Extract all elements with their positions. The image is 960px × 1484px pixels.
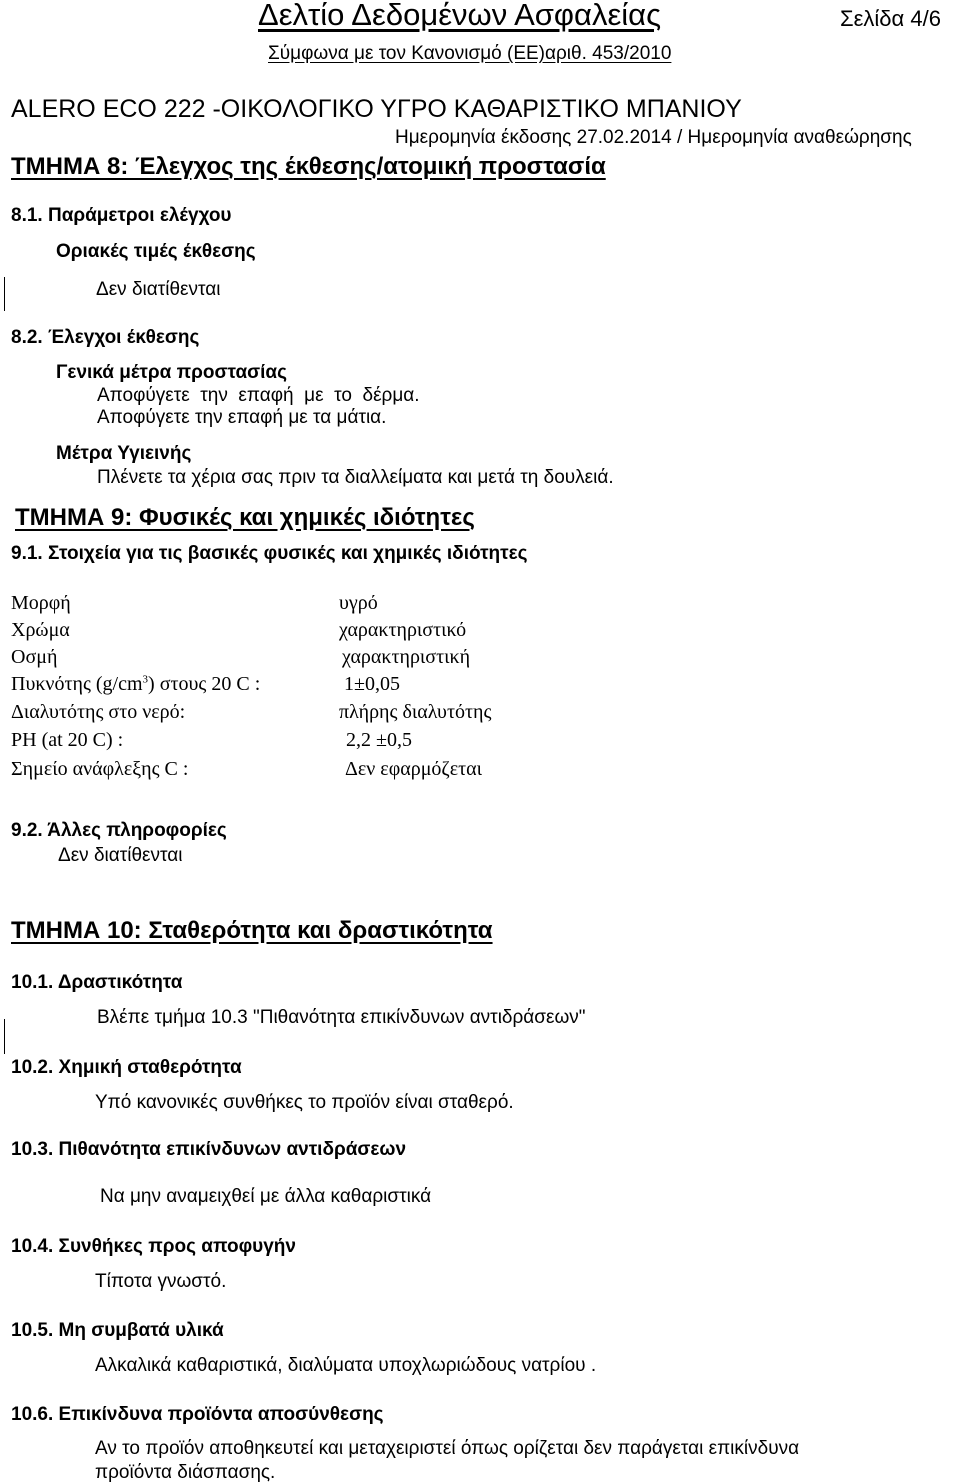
property-label: Σημείο ανάφλεξης C :: [11, 758, 189, 780]
property-value: υγρό: [339, 592, 378, 614]
property-label-density: [11, 673, 260, 696]
conditions-to-avoid-value: Τίποτα γνωστό.: [95, 1271, 227, 1292]
property-value: Δεν εφαρμόζεται: [345, 758, 483, 780]
document-title: Δελτίο Δεδομένων Ασφαλείας: [258, 0, 662, 32]
decomposition-products-line-2: προϊόντα διάσπασης.: [95, 1462, 276, 1483]
property-label: Μορφή: [11, 592, 71, 614]
regulation-line: Σύμφωνα με τον Κανονισμό (ΕΕ)αριθ. 453/2010: [268, 43, 672, 64]
property-label: Οσμή: [11, 646, 58, 668]
property-value: 1±0,05: [344, 673, 400, 695]
hazardous-reactions-value: Να μην αναμειχθεί με άλλα καθαριστικά: [100, 1186, 432, 1207]
reactivity-value: Βλέπε τμήμα 10.3 "Πιθανότητα επικίνδυνων αντιδράσεων": [97, 1007, 586, 1028]
hygiene-measures-label: Μέτρα Υγιεινής: [56, 443, 192, 464]
change-bar: [4, 277, 5, 311]
page-number: Σελίδα 4/6: [840, 6, 941, 31]
hygiene-measures-line: Πλένετε τα χέρια σας πριν τα διαλλείματα και μετά τη δουλειά.: [97, 467, 614, 488]
change-bar: [4, 1019, 5, 1054]
subsection-10-2-title: 10.2. Χημική σταθερότητα: [11, 1057, 242, 1078]
subsection-9-1-title: 9.1. Στοιχεία για τις βασικές φυσικές και χημικές ιδιότητες: [11, 543, 528, 564]
property-value: 2,2 ±0,5: [346, 729, 412, 751]
section-10-title: ΤΜΗΜΑ 10: Σταθερότητα και δραστικότητα: [11, 917, 493, 944]
property-label: PH (at 20 C) :: [11, 729, 124, 751]
property-label-suffix: ) στους 20 C :: [148, 673, 261, 695]
subsection-10-1-title: 10.1. Δραστικότητα: [11, 972, 183, 993]
subsection-8-2-title: 8.2. Έλεγχοι έκθεσης: [11, 327, 200, 348]
property-value: χαρακτηριστικό: [339, 619, 467, 641]
subsection-10-3-title: 10.3. Πιθανότητα επικίνδυνων αντιδράσεων: [11, 1139, 407, 1160]
general-measures-line-2: Αποφύγετε την επαφή με τα μάτια.: [97, 407, 387, 428]
product-name: ALERO ECO 222 -ΟΙΚΟΛΟΓΙΚΟ ΥΓΡΟ ΚΑΘΑΡΙΣΤΙΚΟ ΜΠΑΝΙΟΥ: [11, 95, 742, 123]
subsection-10-5-title: 10.5. Μη συμβατά υλικά: [11, 1320, 224, 1341]
general-measures-label: Γενικά μέτρα προστασίας: [56, 362, 287, 383]
property-label: Πυκνότης (g/cm: [11, 673, 143, 695]
subsection-9-2-title: 9.2. Άλλες πληροφορίες: [11, 820, 227, 841]
section-9-title: ΤΜΗΜΑ 9: Φυσικές και χημικές ιδιότητες: [15, 504, 475, 531]
general-measures-line-1: Αποφύγετε την επαφή με το δέρμα.: [97, 385, 420, 406]
subsection-10-6-title: 10.6. Επικίνδυνα προϊόντα αποσύνθεσης: [11, 1404, 384, 1425]
superscript: 3: [142, 673, 149, 686]
property-label: Χρώμα: [11, 619, 70, 641]
incompatible-materials-value: Αλκαλικά καθαριστικά, διαλύματα υποχλωριώδους νατρίου .: [95, 1355, 597, 1376]
property-value: πλήρης διαλυτότης: [339, 701, 492, 723]
exposure-limits-label: Οριακές τιμές έκθεσης: [56, 241, 256, 262]
section-8-title: ΤΜΗΜΑ 8: Έλεγχος της έκθεσης/ατομική προστασία: [11, 153, 606, 180]
stability-value: Υπό κανονικές συνθήκες το προϊόν είναι σταθερό.: [95, 1092, 514, 1113]
decomposition-products-line-1: Αν το προϊόν αποθηκευτεί και μεταχειριστεί όπως ορίζεται δεν παράγεται επικίνδυνα: [95, 1438, 800, 1459]
property-label: Διαλυτότης στο νερό:: [11, 701, 186, 723]
property-value: χαρακτηριστική: [342, 646, 471, 668]
subsection-8-1-title: 8.1. Παράμετροι ελέγχου: [11, 205, 232, 226]
exposure-limits-value: Δεν διατίθενται: [96, 279, 221, 300]
subsection-10-4-title: 10.4. Συνθήκες προς αποφυγήν: [11, 1236, 296, 1257]
issue-dates: Ημερομηνία έκδοσης 27.02.2014 / Ημερομηνία αναθεώρησης: [395, 127, 912, 148]
other-info-value: Δεν διατίθενται: [58, 845, 183, 866]
